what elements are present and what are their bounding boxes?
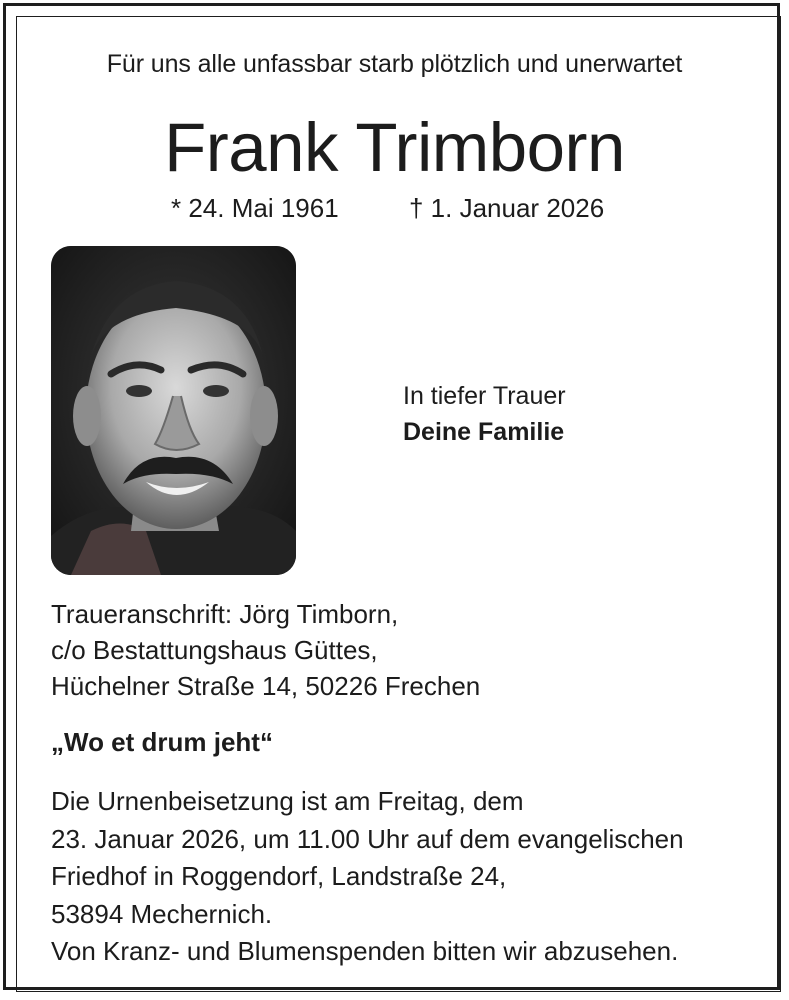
quote: „Wo et drum jeht“ xyxy=(51,727,273,757)
funeral-line-3: Friedhof in Roggendorf, Landstraße 24, xyxy=(51,861,507,891)
funeral-line-5: Von Kranz- und Blumenspenden bitten wir abzusehen. xyxy=(51,936,679,966)
deceased-name: Frank Trimborn xyxy=(164,109,625,186)
birth-date: * 24. Mai 1961 xyxy=(171,193,339,223)
death-date: † 1. Januar 2026 xyxy=(409,193,605,223)
funeral-line-4: 53894 Mechernich. xyxy=(51,898,273,929)
portrait-illustration xyxy=(51,246,296,575)
address-line-2: c/o Bestattungshaus Güttes, xyxy=(51,635,378,665)
family-signature: Deine Familie xyxy=(403,418,565,446)
portrait-photo xyxy=(51,246,296,575)
address-line-3: Hüchelner Straße 14, 50226 Frechen xyxy=(51,671,481,701)
funeral-details xyxy=(51,783,771,971)
mourning-line: In tiefer Trauer xyxy=(403,382,566,410)
mourning-block xyxy=(403,378,566,450)
mourning-address xyxy=(51,596,480,704)
intro-text: Für uns alle unfassbar starb plötzlich und unerwartet xyxy=(106,50,683,78)
funeral-line-2: 23. Januar 2026, um 11.00 Uhr auf dem evangelischen xyxy=(51,823,684,854)
funeral-line-1: Die Urnenbeisetzung ist am Freitag, dem xyxy=(51,786,524,816)
address-line-1: Traueranschrift: Jörg Timborn, xyxy=(51,599,399,629)
